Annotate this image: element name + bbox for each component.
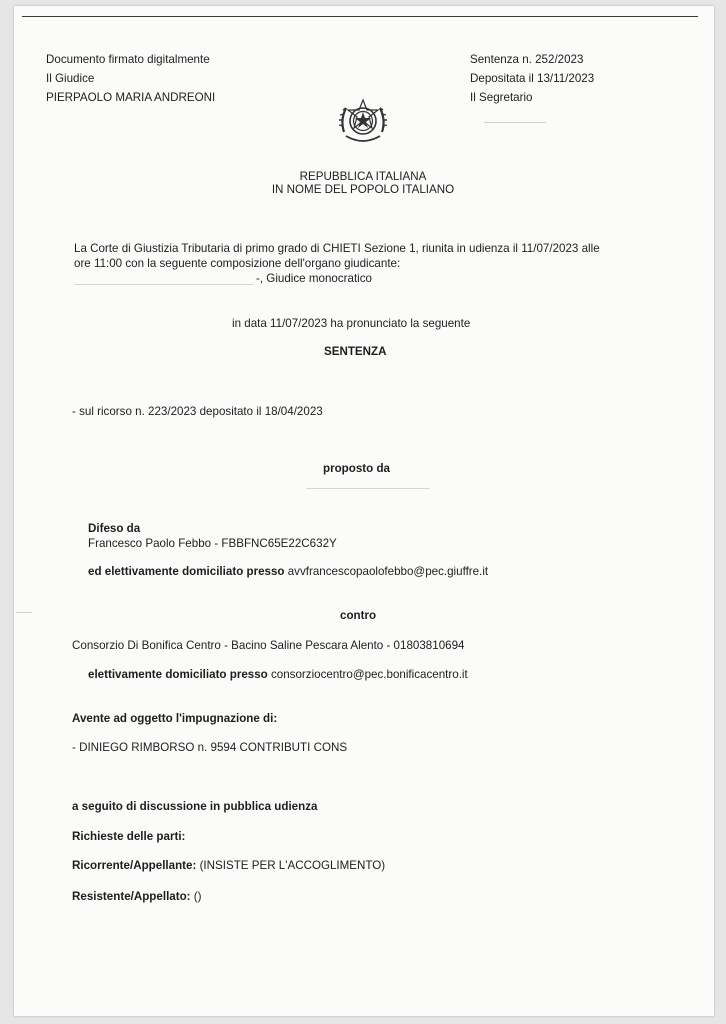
oggetto-value: - DINIEGO RIMBORSO n. 9594 CONTRIBUTI CONS (72, 741, 348, 754)
resistente-line (72, 890, 202, 904)
people-title: IN NOME DEL POPOLO ITALIANO (271, 183, 455, 196)
margin-mark (16, 612, 32, 613)
richieste-label: Richieste delle parti: (72, 830, 186, 843)
contro-heading: contro (340, 609, 377, 622)
signature-block (46, 53, 215, 110)
domicile-email-defendant: consorziocentro@pec.bonificacentro.it (267, 668, 468, 681)
top-rule (22, 16, 698, 17)
difeso-da-label: Difeso da (88, 522, 141, 535)
domicile-line-applicant (88, 565, 488, 579)
secretary-label: Il Segretario (470, 91, 533, 104)
pronounced-line: in data 11/07/2023 ha pronunciato la seguente (232, 317, 471, 330)
deposit-date: Depositata il 13/11/2023 (470, 72, 595, 85)
domicile-line-defendant (88, 668, 468, 682)
proposto-da-heading: proposto da (323, 462, 390, 475)
judge-name: PIERPAOLO MARIA ANDREONI (46, 91, 216, 104)
judge-label: Il Giudice (46, 72, 95, 85)
court-intro-line1: La Corte di Giustizia Tributaria di primo grado di CHIETI Sezione 1, riunita in udienza il 11/07/2023 alle (74, 242, 600, 255)
sentence-info-block (470, 53, 594, 110)
domicile-label: ed elettivamente domiciliato presso (88, 565, 285, 578)
judge-role: -, Giudice monocratico (256, 272, 372, 285)
secretary-signature-line (484, 122, 546, 123)
oggetto-label: Avente ad oggetto l'impugnazione di: (72, 712, 278, 725)
ricorrente-label: Ricorrente/Appellante: (72, 859, 197, 872)
sentence-number: Sentenza n. 252/2023 (470, 53, 584, 66)
domicile-email: avvfrancescopaolofebbo@pec.giuffre.it (284, 565, 489, 578)
republic-title: REPUBBLICA ITALIANA (299, 170, 427, 183)
signed-digitally-label: Documento firmato digitalmente (46, 53, 210, 66)
redacted-applicant (306, 488, 430, 489)
sentenza-heading: SENTENZA (324, 345, 387, 358)
redacted-judge-name (74, 284, 254, 285)
ricorrente-value: (INSISTE PER L'ACCOGLIMENTO) (196, 859, 386, 872)
counsel-name: Francesco Paolo Febbo - FBBFNC65E22C632Y (88, 537, 337, 550)
discussione-line: a seguito di discussione in pubblica udienza (72, 800, 318, 813)
domicile-label-defendant: elettivamente domiciliato presso (88, 668, 268, 681)
resistente-value: () (190, 890, 202, 903)
court-intro-line2: ore 11:00 con la seguente composizione dell'organo giudicante: (74, 257, 401, 270)
ricorrente-line (72, 859, 385, 873)
defendant-name: Consorzio Di Bonifica Centro - Bacino Saline Pescara Alento - 01803810694 (72, 639, 465, 652)
resistente-label: Resistente/Appellato: (72, 890, 191, 903)
repubblica-emblem-icon (334, 92, 392, 150)
ricorso-line: - sul ricorso n. 223/2023 depositato il 18/04/2023 (72, 405, 323, 418)
